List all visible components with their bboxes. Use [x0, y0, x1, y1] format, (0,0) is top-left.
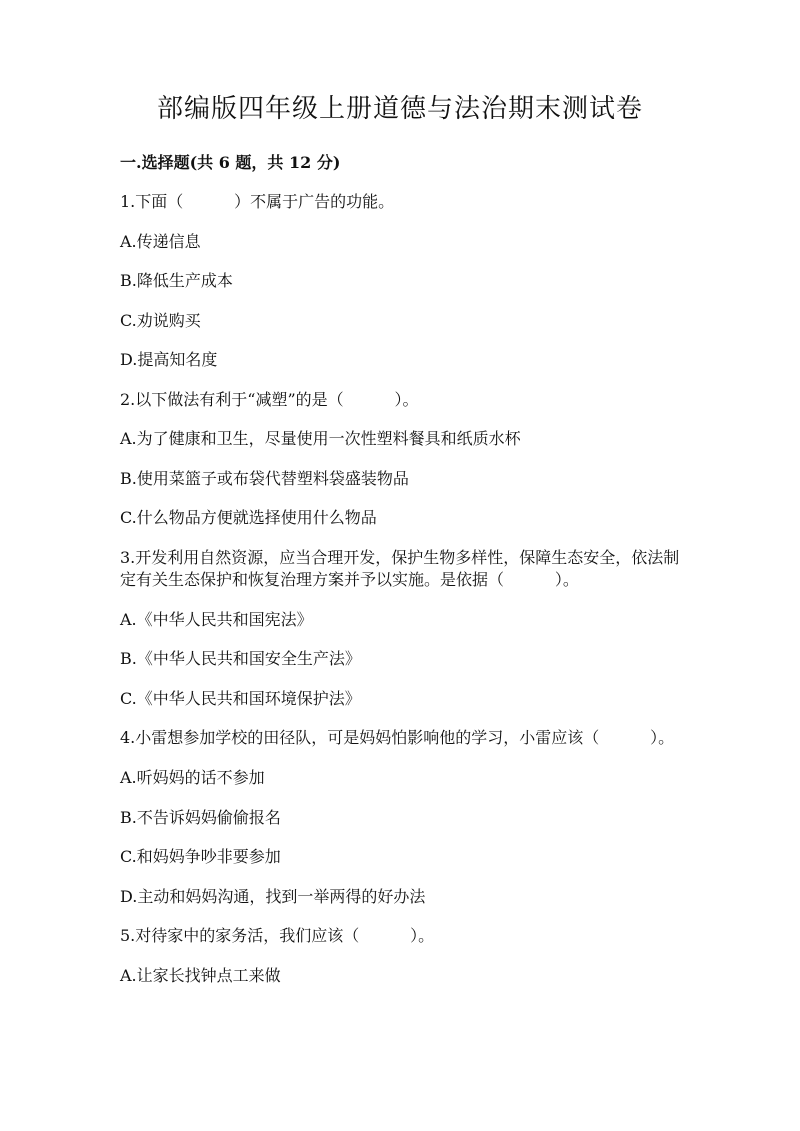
question-text: 5.对待家中的家务活，我们应该（ ）。: [120, 926, 435, 945]
question-text: 2.以下做法有利于“减塑”的是（ ）。: [120, 389, 419, 409]
question-text: 4.小雷想参加学校的田径队，可是妈妈怕影响他的学习，小雷应该（ ）。: [120, 728, 675, 747]
question-option: B.不告诉妈妈偷偷报名: [120, 807, 281, 827]
question-4: [120, 727, 680, 908]
page-title: 部编版四年级上册道德与法治期末测试卷: [156, 94, 643, 124]
question-option: A.让家长找钟点工来做: [120, 965, 281, 985]
question-option: D.提高知名度: [120, 350, 218, 369]
question-option: C.和妈妈争吵非要参加: [120, 847, 281, 866]
question-option: A.为了健康和卫生，尽量使用一次性塑料餐具和纸质水杯: [120, 429, 521, 448]
question-option: B.使用菜篮子或布袋代替塑料袋盛装物品: [120, 468, 409, 488]
question-option: C.劝说购买: [120, 310, 201, 330]
question-5: [120, 925, 680, 987]
question-option: A.传递信息: [120, 231, 201, 251]
question-option: B.降低生产成本: [120, 271, 233, 290]
question-option: C.《中华人民共和国环境保护法》: [120, 688, 361, 708]
question-text: 1.下面（ ）不属于广告的功能。: [120, 192, 395, 211]
question-option: A.听妈妈的话不参加: [120, 768, 265, 787]
question-option: A.《中华人民共和国宪法》: [120, 609, 313, 629]
question-option: B.《中华人民共和国安全生产法》: [120, 649, 361, 668]
section-heading: 一.选择题(共 6 题，共 12 分): [120, 153, 341, 172]
question-2: [120, 389, 680, 530]
question-3: [120, 547, 680, 710]
question-option: D.主动和妈妈沟通，找到一举两得的好办法: [120, 886, 426, 906]
question-text: 3.开发利用自然资源，应当合理开发，保护生物多样性，保障生态安全，依法制定有关生态保护和恢复治理方案并予以实施。是依据（ ）。: [120, 547, 680, 589]
question-option: C.什么物品方便就选择使用什么物品: [120, 508, 377, 527]
question-1: [120, 191, 680, 371]
